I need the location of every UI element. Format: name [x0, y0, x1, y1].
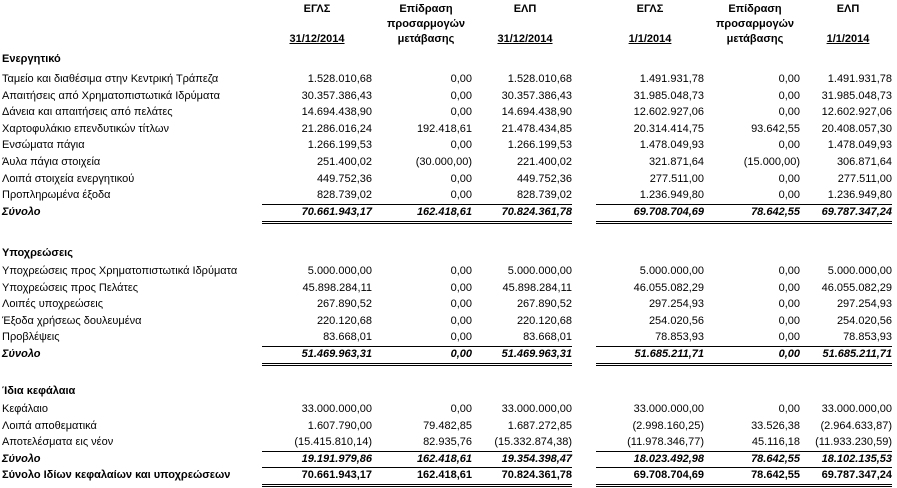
cell-value: 1.478.049,93 [639, 139, 704, 151]
header-elp-2014-01 [804, 2, 892, 47]
header-elp-2014-12 [478, 2, 572, 47]
cell-value: 0,00 [778, 90, 800, 102]
total-rule [262, 484, 572, 485]
row-label: Προβλέψεις [2, 331, 60, 343]
cell-value: 21.478.434,85 [501, 123, 572, 135]
cell-value: 306.871,64 [836, 156, 892, 168]
total-row [0, 204, 897, 221]
cell-value: 33.526,38 [751, 420, 800, 432]
cell-value: 0,00 [778, 348, 800, 360]
total-rule [262, 223, 572, 224]
cell-value: 69.708.704,69 [633, 469, 704, 481]
cell-value: 5.000.000,00 [507, 265, 572, 277]
row-label: Προπληρωμένα έξοδα [2, 189, 111, 201]
cell-value: 828.739,02 [316, 189, 372, 201]
cell-value: (2.964.633,87) [820, 420, 892, 432]
cell-value: 78.642,55 [751, 453, 800, 465]
header-date: 31/12/2014 [497, 33, 553, 45]
cell-value: 14.694.438,90 [501, 106, 572, 118]
header-adjustment-2014-12 [380, 2, 472, 47]
section-title-equity: Ίδια κεφάλαια [2, 385, 76, 397]
total-row [0, 346, 897, 363]
cell-value: 33.000.000,00 [501, 403, 572, 415]
cell-value: 0,00 [450, 139, 472, 151]
row-label: Λοιπά αποθεματικά [2, 420, 97, 432]
total-rule [596, 484, 892, 485]
total-rule [262, 486, 572, 487]
row-label: Έξοδα χρήσεως δουλευμένα [2, 315, 142, 327]
cell-value: 0,00 [778, 315, 800, 327]
cell-value: 0,00 [450, 298, 472, 310]
cell-value: 69.708.704,69 [633, 206, 704, 218]
cell-value: 69.787.347,24 [821, 469, 892, 481]
cell-value: 0,00 [450, 189, 472, 201]
row-label: Υποχρεώσεις προς Χρηματοπιστωτικά Ιδρύματα [2, 265, 238, 277]
table-row [0, 88, 897, 105]
header-date: 1/1/2014 [826, 33, 870, 45]
cell-value: 20.408.057,30 [821, 123, 892, 135]
cell-value: 0,00 [450, 315, 472, 327]
cell-value: 5.000.000,00 [827, 265, 892, 277]
cell-value: 162.418,61 [416, 453, 472, 465]
section-title-assets: Ενεργητικό [2, 53, 61, 65]
row-label: Χαρτοφυλάκιο επενδυτικών τίτλων [2, 123, 169, 135]
total-row [0, 451, 897, 468]
cell-value: 18.102.135,53 [821, 453, 892, 465]
total-rule [262, 365, 572, 366]
table-row [0, 418, 897, 435]
cell-value: 78.853,93 [655, 331, 704, 343]
cell-value: 0,00 [778, 173, 800, 185]
cell-value: 5.000.000,00 [639, 265, 704, 277]
cell-value: 0,00 [778, 139, 800, 151]
row-label: Σύνολο [2, 453, 41, 465]
header-title: ΕΛΠ [513, 3, 537, 15]
cell-value: 221.400,02 [516, 156, 572, 168]
header-adjustment-2014-01 [710, 2, 800, 47]
cell-value: 78.853,93 [843, 331, 892, 343]
cell-value: 1.236.949,80 [827, 189, 892, 201]
cell-value: 51.469.963,31 [301, 348, 372, 360]
cell-value: 1.491.931,78 [639, 73, 704, 85]
total-rule [596, 221, 892, 222]
cell-value: 0,00 [450, 265, 472, 277]
cell-value: 1.266.199,53 [507, 139, 572, 151]
table-row [0, 154, 897, 171]
cell-value: 0,00 [450, 403, 472, 415]
cell-value: 45.116,18 [751, 436, 800, 448]
table-row [0, 137, 897, 154]
table-row [0, 104, 897, 121]
header-date: 31/12/2014 [289, 33, 345, 45]
cell-value: 162.418,61 [416, 206, 472, 218]
cell-value: (15.000,00) [743, 156, 800, 168]
cell-value: 449.752,36 [316, 173, 372, 185]
cell-value: 0,00 [778, 403, 800, 415]
cell-value: 0,00 [450, 106, 472, 118]
cell-value: (15.332.874,38) [494, 436, 572, 448]
cell-value: 1.687.272,85 [507, 420, 572, 432]
header-title: ΕΛΠ [836, 3, 860, 15]
cell-value: 46.055.082,29 [633, 282, 704, 294]
total-rule [596, 363, 892, 364]
cell-value: 1.491.931,78 [827, 73, 892, 85]
cell-value: 297.254,93 [836, 298, 892, 310]
cell-value: 0,00 [450, 173, 472, 185]
row-label: Άυλα πάγια στοιχεία [2, 156, 101, 168]
cell-value: 33.000.000,00 [301, 403, 372, 415]
cell-value: 46.055.082,29 [821, 282, 892, 294]
table-row [0, 313, 897, 330]
cell-value: 449.752,36 [516, 173, 572, 185]
cell-value: 30.357.386,43 [501, 90, 572, 102]
table-row [0, 296, 897, 313]
cell-value: 33.000.000,00 [821, 403, 892, 415]
cell-value: 1.478.049,93 [827, 139, 892, 151]
cell-value: (11.933.230,59) [815, 436, 892, 448]
row-label: Ταμείο και διαθέσιμα στην Κεντρική Τράπεζα [2, 73, 219, 85]
cell-value: 19.354.398,47 [501, 453, 572, 465]
cell-value: 0,00 [450, 282, 472, 294]
cell-value: 297.254,93 [648, 298, 704, 310]
cell-value: 70.661.943,17 [301, 469, 372, 481]
cell-value: 14.694.438,90 [301, 106, 372, 118]
cell-value: 31.985.048,73 [821, 90, 892, 102]
header-egls-2014-01 [596, 2, 704, 47]
table-row [0, 280, 897, 297]
row-label: Απαιτήσεις από Χρηματοπιστωτικά Ιδρύματα [2, 90, 220, 102]
table-row [0, 171, 897, 188]
table-row [0, 401, 897, 418]
cell-value: 251.400,02 [316, 156, 372, 168]
cell-value: 192.418,61 [416, 123, 472, 135]
cell-value: 78.642,55 [751, 469, 800, 481]
cell-value: 267.890,52 [516, 298, 572, 310]
header-title: ΕΓΛΣ [636, 3, 664, 15]
row-label: Λοιπές υποχρεώσεις [2, 298, 103, 310]
cell-value: (15.415.810,14) [294, 436, 372, 448]
cell-value: 82.935,76 [423, 436, 472, 448]
cell-value: 18.023.492,98 [633, 453, 704, 465]
row-label: Σύνολο [2, 206, 41, 218]
cell-value: 0,00 [450, 90, 472, 102]
cell-value: 69.787.347,24 [821, 206, 892, 218]
cell-value: 51.469.963,31 [501, 348, 572, 360]
cell-value: 220.120,68 [516, 315, 572, 327]
cell-value: 12.602.927,06 [821, 106, 892, 118]
cell-value: 0,00 [778, 189, 800, 201]
cell-value: (30.000,00) [415, 156, 472, 168]
header-title: Επίδραση προσαρμογών μετάβασης [386, 3, 465, 45]
cell-value: 45.898.284,11 [302, 282, 372, 294]
cell-value: 277.511,00 [649, 173, 704, 185]
cell-value: 254.020,56 [836, 315, 892, 327]
header-egls-2014-12 [262, 2, 372, 47]
cell-value: 1.266.199,53 [307, 139, 372, 151]
table-row [0, 187, 897, 204]
cell-value: 83.668,01 [523, 331, 572, 343]
cell-value: 0,00 [778, 331, 800, 343]
cell-value: 83.668,01 [323, 331, 372, 343]
table-row [0, 329, 897, 346]
header-title: Επίδραση προσαρμογών μετάβασης [715, 3, 794, 45]
row-label: Ενσώματα πάγια [2, 139, 85, 151]
table-row [0, 71, 897, 88]
grand-total-row [0, 467, 897, 484]
cell-value: 0,00 [778, 298, 800, 310]
cell-value: 1.607.790,00 [307, 420, 372, 432]
row-label: Αποτελέσματα εις νέον [2, 436, 114, 448]
cell-value: 51.685.211,71 [634, 348, 704, 360]
row-label: Δάνεια και απαιτήσεις από πελάτες [2, 106, 173, 118]
cell-value: 0,00 [778, 265, 800, 277]
cell-value: 0,00 [450, 331, 472, 343]
total-rule [262, 221, 572, 222]
cell-value: 21.286.016,24 [301, 123, 372, 135]
cell-value: 0,00 [778, 73, 800, 85]
total-rule [262, 363, 572, 364]
cell-value: 1.236.949,80 [639, 189, 704, 201]
cell-value: 33.000.000,00 [633, 403, 704, 415]
header-date: 1/1/2014 [628, 33, 672, 45]
cell-value: 1.528.010,68 [307, 73, 372, 85]
row-label: Κεφάλαιο [2, 403, 48, 415]
cell-value: 70.824.361,78 [501, 206, 572, 218]
cell-value: 20.314.414,75 [633, 123, 704, 135]
cell-value: 162.418,61 [416, 469, 472, 481]
table-row [0, 434, 897, 451]
cell-value: 12.602.927,06 [633, 106, 704, 118]
row-label: Σύνολο [2, 348, 41, 360]
total-rule [596, 223, 892, 224]
total-rule [596, 365, 892, 366]
cell-value: 30.357.386,43 [301, 90, 372, 102]
cell-value: 78.642,55 [751, 206, 800, 218]
table-row [0, 263, 897, 280]
cell-value: 828.739,02 [516, 189, 572, 201]
cell-value: 0,00 [778, 282, 800, 294]
cell-value: 277.511,00 [837, 173, 892, 185]
cell-value: 70.661.943,17 [301, 206, 372, 218]
cell-value: 0,00 [450, 73, 472, 85]
cell-value: 1.528.010,68 [507, 73, 572, 85]
section-title-liabilities: Υποχρεώσεις [2, 247, 73, 259]
cell-value: 79.482,85 [423, 420, 472, 432]
row-label: Υποχρεώσεις προς Πελάτες [2, 282, 139, 294]
cell-value: 31.985.048,73 [633, 90, 704, 102]
cell-value: 0,00 [778, 106, 800, 118]
header-title: ΕΓΛΣ [303, 3, 331, 15]
total-rule [596, 486, 892, 487]
table-row [0, 121, 897, 138]
cell-value: 321.871,64 [648, 156, 704, 168]
cell-value: (2.998.160,25) [632, 420, 704, 432]
row-label: Σύνολο Ιδίων κεφαλαίων και υποχρεώσεων [2, 469, 231, 481]
cell-value: 45.898.284,11 [502, 282, 572, 294]
row-label: Λοιπά στοιχεία ενεργητικού [2, 173, 135, 185]
cell-value: 19.191.979,86 [301, 453, 372, 465]
cell-value: 51.685.211,71 [822, 348, 892, 360]
cell-value: 5.000.000,00 [307, 265, 372, 277]
cell-value: 93.642,55 [751, 123, 800, 135]
cell-value: 220.120,68 [316, 315, 372, 327]
cell-value: 254.020,56 [648, 315, 704, 327]
cell-value: (11.978.346,77) [627, 436, 704, 448]
cell-value: 70.824.361,78 [501, 469, 572, 481]
cell-value: 0,00 [450, 348, 472, 360]
cell-value: 267.890,52 [316, 298, 372, 310]
